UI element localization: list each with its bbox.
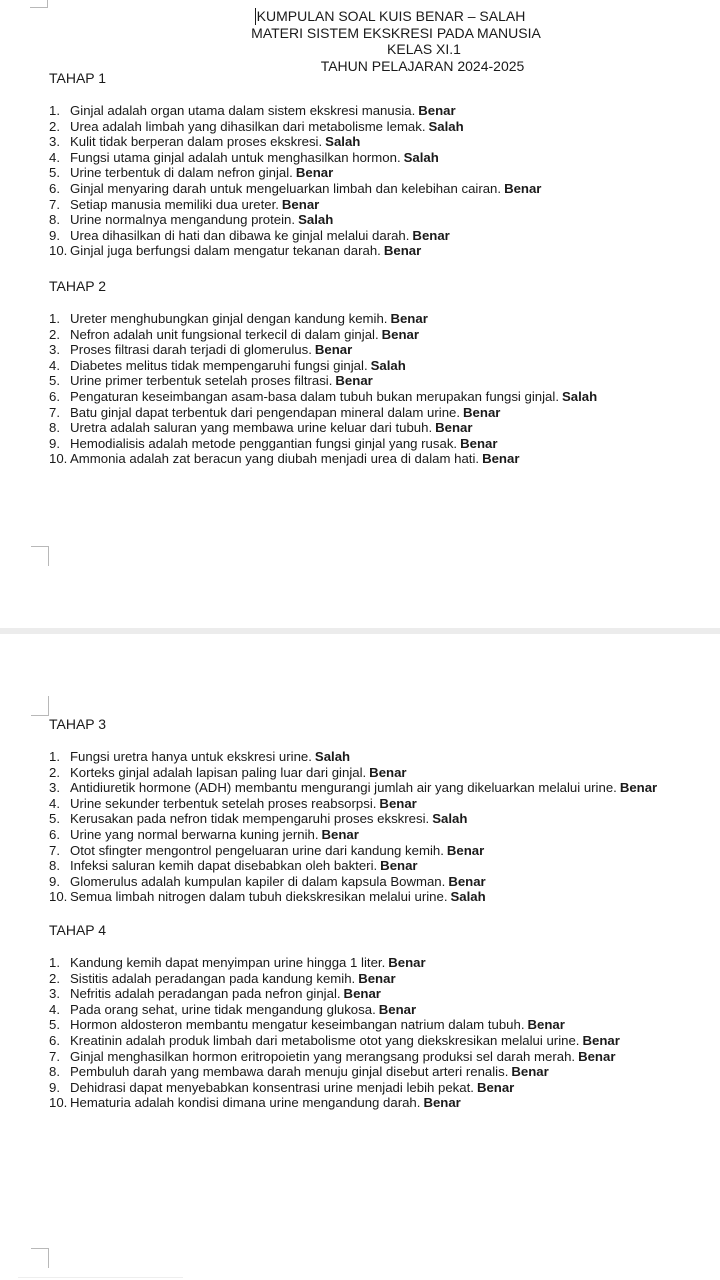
question-text: Urine sekunder terbentuk setelah proses reabsorpsi. — [70, 795, 377, 811]
header-title: KUMPULAN SOAL KUIS BENAR – SALAH — [256, 8, 526, 24]
answer-label: Benar — [460, 435, 498, 451]
question-item — [49, 827, 709, 843]
question-item — [49, 1049, 709, 1065]
answer-label: Salah — [370, 357, 406, 373]
question-text: Urine terbentuk di dalam nefron ginjal. — [70, 165, 293, 181]
question-text: Ginjal menyaring darah untuk mengeluarkan limbah dan kelebihan cairan. — [70, 180, 502, 196]
question-text: Fungsi utama ginjal adalah untuk menghasilkan hormon. — [70, 149, 401, 165]
header-year: TAHUN PELAJARAN 2024-2025 — [320, 57, 525, 74]
question-text: Ginjal menghasilkan hormon eritropoietin yang merangsang produksi sel darah merah. — [70, 1048, 576, 1064]
question-item — [49, 1033, 709, 1049]
question-item — [49, 780, 709, 796]
question-number: 2. — [49, 970, 60, 986]
question-number: 4. — [49, 795, 60, 811]
question-number: 6. — [49, 826, 60, 842]
answer-label: Benar — [511, 1064, 549, 1080]
question-number: 6. — [49, 180, 60, 196]
question-item — [49, 342, 709, 358]
question-list — [49, 955, 709, 1111]
question-text: Hormon aldosteron membantu mengatur keseimbangan natrium dalam tubuh. — [70, 1017, 525, 1033]
question-number: 8. — [49, 1064, 60, 1080]
question-number: 10. — [49, 243, 68, 259]
question-item — [49, 1095, 709, 1111]
answer-label: Salah — [432, 811, 468, 827]
answer-label: Benar — [412, 227, 450, 243]
question-text: Setiap manusia memiliki dua ureter. — [70, 196, 279, 212]
question-text: Ginjal adalah organ utama dalam sistem ekskresi manusia. — [70, 103, 416, 118]
question-list — [49, 749, 709, 905]
question-text: Dehidrasi dapat menyebabkan konsentrasi urine menjadi lebih pekat. — [70, 1079, 474, 1095]
answer-label: Salah — [298, 212, 334, 228]
question-number: 3. — [49, 342, 60, 358]
question-item — [49, 373, 709, 389]
question-list — [49, 103, 709, 259]
question-item — [49, 1017, 709, 1033]
answer-label: Benar — [335, 373, 373, 389]
answer-label: Benar — [482, 451, 520, 467]
question-text: Semua limbah nitrogen dalam tubuh diekskresikan melalui urine. — [70, 889, 448, 905]
answer-label: Salah — [562, 388, 598, 404]
question-number: 9. — [49, 873, 60, 889]
answer-label: Benar — [448, 873, 486, 889]
question-item — [49, 212, 709, 228]
question-number: 1. — [49, 955, 60, 970]
answer-label: Benar — [380, 858, 418, 874]
answer-label: Salah — [314, 749, 351, 764]
question-number: 1. — [49, 311, 60, 326]
answer-label: Salah — [450, 889, 486, 905]
answer-label: Benar — [435, 420, 473, 436]
question-text: Kreatinin adalah produk limbah dari metabolisme otot yang diekskresikan melalui urine. — [70, 1032, 580, 1048]
question-number: 9. — [49, 435, 60, 451]
page-corner-mark — [30, 0, 48, 8]
question-number: 8. — [49, 420, 60, 436]
question-item — [49, 243, 709, 259]
section-title: TAHAP 1 — [49, 70, 107, 86]
answer-label: Benar — [418, 103, 456, 118]
question-text: Fungsi uretra hanya untuk ekskresi urine. — [70, 749, 312, 764]
answer-label: Benar — [281, 196, 320, 212]
question-text: Uretra adalah saluran yang membawa urine keluar dari tubuh. — [70, 420, 433, 436]
section-tahap-1 — [49, 70, 709, 259]
question-item — [49, 119, 709, 135]
question-text: Kandung kemih dapat menyimpan urine hingga 1 liter. — [70, 955, 386, 970]
question-text: Diabetes melitus tidak mempengaruhi fungsi ginjal. — [70, 357, 368, 373]
question-text: Antidiuretik hormone (ADH) membantu mengurangi jumlah air yang dikeluarkan melalui urine. — [70, 780, 617, 796]
question-text: Pada orang sehat, urine tidak mengandung glukosa. — [70, 1001, 376, 1017]
question-number: 7. — [49, 196, 60, 212]
answer-label: Benar — [321, 826, 359, 842]
question-item — [49, 889, 709, 905]
question-number: 1. — [49, 749, 60, 764]
answer-label: Salah — [428, 118, 464, 134]
question-item — [49, 311, 709, 327]
question-number: 4. — [49, 1001, 60, 1017]
question-text: Kulit tidak berperan dalam proses ekskresi. — [70, 134, 323, 150]
question-number: 3. — [49, 986, 60, 1002]
question-number: 5. — [49, 165, 60, 181]
question-number: 10. — [49, 451, 68, 467]
question-text: Hemodialisis adalah metode penggantian fungsi ginjal yang rusak. — [70, 435, 458, 451]
question-number: 4. — [49, 149, 60, 165]
question-text: Ammonia adalah zat beracun yang diubah menjadi urea di dalam hati. — [70, 451, 480, 467]
question-number: 5. — [49, 811, 60, 827]
question-number: 9. — [49, 1079, 60, 1095]
answer-label: Benar — [390, 311, 428, 326]
question-item — [49, 1002, 709, 1018]
question-item — [49, 103, 709, 119]
question-item — [49, 197, 709, 213]
answer-label: Benar — [295, 165, 334, 181]
question-item — [49, 405, 709, 421]
question-list — [49, 311, 709, 467]
question-item — [49, 134, 709, 150]
section-title: TAHAP 2 — [49, 278, 107, 294]
question-number: 3. — [49, 134, 60, 150]
question-text: Ureter menghubungkan ginjal dengan kandung kemih. — [70, 311, 388, 326]
page-corner-mark — [31, 696, 49, 716]
question-item — [49, 811, 709, 827]
answer-label: Benar — [619, 780, 658, 796]
answer-label: Benar — [582, 1032, 620, 1048]
section-title: TAHAP 4 — [49, 922, 107, 938]
question-item — [49, 765, 709, 781]
question-item — [49, 451, 709, 467]
question-item — [49, 971, 709, 987]
question-number: 7. — [49, 1048, 60, 1064]
section-tahap-3 — [49, 716, 709, 905]
section-title: TAHAP 3 — [49, 716, 107, 732]
question-text: Nefron adalah unit fungsional terkecil di dalam ginjal. — [70, 326, 379, 342]
question-item — [49, 796, 709, 812]
question-item — [49, 150, 709, 166]
question-number: 5. — [49, 373, 60, 389]
answer-label: Benar — [379, 795, 417, 811]
footer-divider — [18, 1277, 183, 1278]
question-text: Pembuluh darah yang membawa darah menuju ginjal disebut arteri renalis. — [70, 1064, 509, 1080]
answer-label: Benar — [383, 243, 422, 259]
question-item — [49, 986, 709, 1002]
question-item — [49, 420, 709, 436]
question-item — [49, 358, 709, 374]
answer-label: Benar — [504, 180, 542, 196]
question-number: 8. — [49, 858, 60, 874]
answer-label: Benar — [358, 970, 396, 986]
answer-label: Benar — [369, 764, 407, 780]
answer-label: Benar — [388, 955, 426, 970]
question-item — [49, 843, 709, 859]
question-text: Pengaturan keseimbangan asam-basa dalam tubuh bukan merupakan fungsi ginjal. — [70, 388, 559, 404]
question-number: 7. — [49, 842, 60, 858]
question-number: 3. — [49, 780, 60, 796]
question-item — [49, 874, 709, 890]
question-number: 4. — [49, 357, 60, 373]
question-text: Proses filtrasi darah terjadi di glomerulus. — [70, 342, 312, 358]
question-text: Urea adalah limbah yang dihasilkan dari metabolisme lemak. — [70, 118, 426, 134]
question-text: Hematuria adalah kondisi dimana urine mengandung darah. — [70, 1095, 421, 1111]
page-corner-mark — [31, 1248, 49, 1268]
question-text: Korteks ginjal adalah lapisan paling luar dari ginjal. — [70, 764, 367, 780]
question-number: 10. — [49, 889, 68, 905]
answer-label: Benar — [381, 326, 420, 342]
answer-label: Benar — [476, 1079, 515, 1095]
question-number: 9. — [49, 227, 60, 243]
question-item — [49, 436, 709, 452]
question-number: 6. — [49, 1032, 60, 1048]
question-text: Glomerulus adalah kumpulan kapiler di dalam kapsula Bowman. — [70, 873, 446, 889]
section-tahap-2 — [49, 278, 709, 467]
answer-label: Benar — [314, 342, 353, 358]
answer-label: Benar — [578, 1048, 616, 1064]
question-item — [49, 327, 709, 343]
question-text: Otot sfingter mengontrol pengeluaran urine dari kandung kemih. — [70, 842, 444, 858]
question-number: 1. — [49, 103, 60, 118]
question-text: Sistitis adalah peradangan pada kandung kemih. — [70, 970, 356, 986]
answer-label: Benar — [423, 1095, 461, 1111]
question-number: 6. — [49, 388, 60, 404]
question-text: Kerusakan pada nefron tidak mempengaruhi proses ekskresi. — [70, 811, 430, 827]
answer-label: Benar — [463, 404, 501, 420]
page-corner-mark — [31, 546, 49, 566]
question-item — [49, 1080, 709, 1096]
answer-label: Salah — [325, 134, 361, 150]
question-item — [49, 858, 709, 874]
question-number: 10. — [49, 1095, 68, 1111]
header-subject: MATERI SISTEM EKSKRESI PADA MANUSIA — [251, 24, 541, 41]
question-number: 2. — [49, 326, 60, 342]
question-text: Urea dihasilkan di hati dan dibawa ke ginjal melalui darah. — [70, 227, 410, 243]
question-number: 8. — [49, 212, 60, 228]
answer-label: Benar — [343, 986, 381, 1002]
question-number: 5. — [49, 1017, 60, 1033]
question-text: Urine primer terbentuk setelah proses filtrasi. — [70, 373, 333, 389]
document-header — [0, 8, 720, 74]
question-item — [49, 1064, 709, 1080]
question-text: Batu ginjal dapat terbentuk dari pengendapan mineral dalam urine. — [70, 404, 461, 420]
question-text: Urine yang normal berwarna kuning jernih. — [70, 826, 319, 842]
answer-label: Salah — [403, 149, 439, 165]
question-item — [49, 228, 709, 244]
question-text: Ginjal juga berfungsi dalam mengatur tekanan darah. — [70, 243, 381, 259]
answer-label: Benar — [378, 1001, 417, 1017]
question-number: 2. — [49, 764, 60, 780]
question-text: Infeksi saluran kemih dapat disebabkan oleh bakteri. — [70, 858, 378, 874]
document-page-2 — [0, 634, 720, 1280]
question-number: 7. — [49, 404, 60, 420]
question-number: 2. — [49, 118, 60, 134]
document-page-1 — [0, 0, 720, 628]
question-item — [49, 165, 709, 181]
answer-label: Benar — [527, 1017, 565, 1033]
header-class: KELAS XI.1 — [387, 41, 461, 57]
question-item — [49, 955, 709, 971]
question-text: Nefritis adalah peradangan pada nefron ginjal. — [70, 986, 341, 1002]
question-item — [49, 749, 709, 765]
answer-label: Benar — [446, 842, 485, 858]
question-item — [49, 389, 709, 405]
section-tahap-4 — [49, 922, 709, 1111]
question-text: Urine normalnya mengandung protein. — [70, 212, 296, 228]
question-item — [49, 181, 709, 197]
